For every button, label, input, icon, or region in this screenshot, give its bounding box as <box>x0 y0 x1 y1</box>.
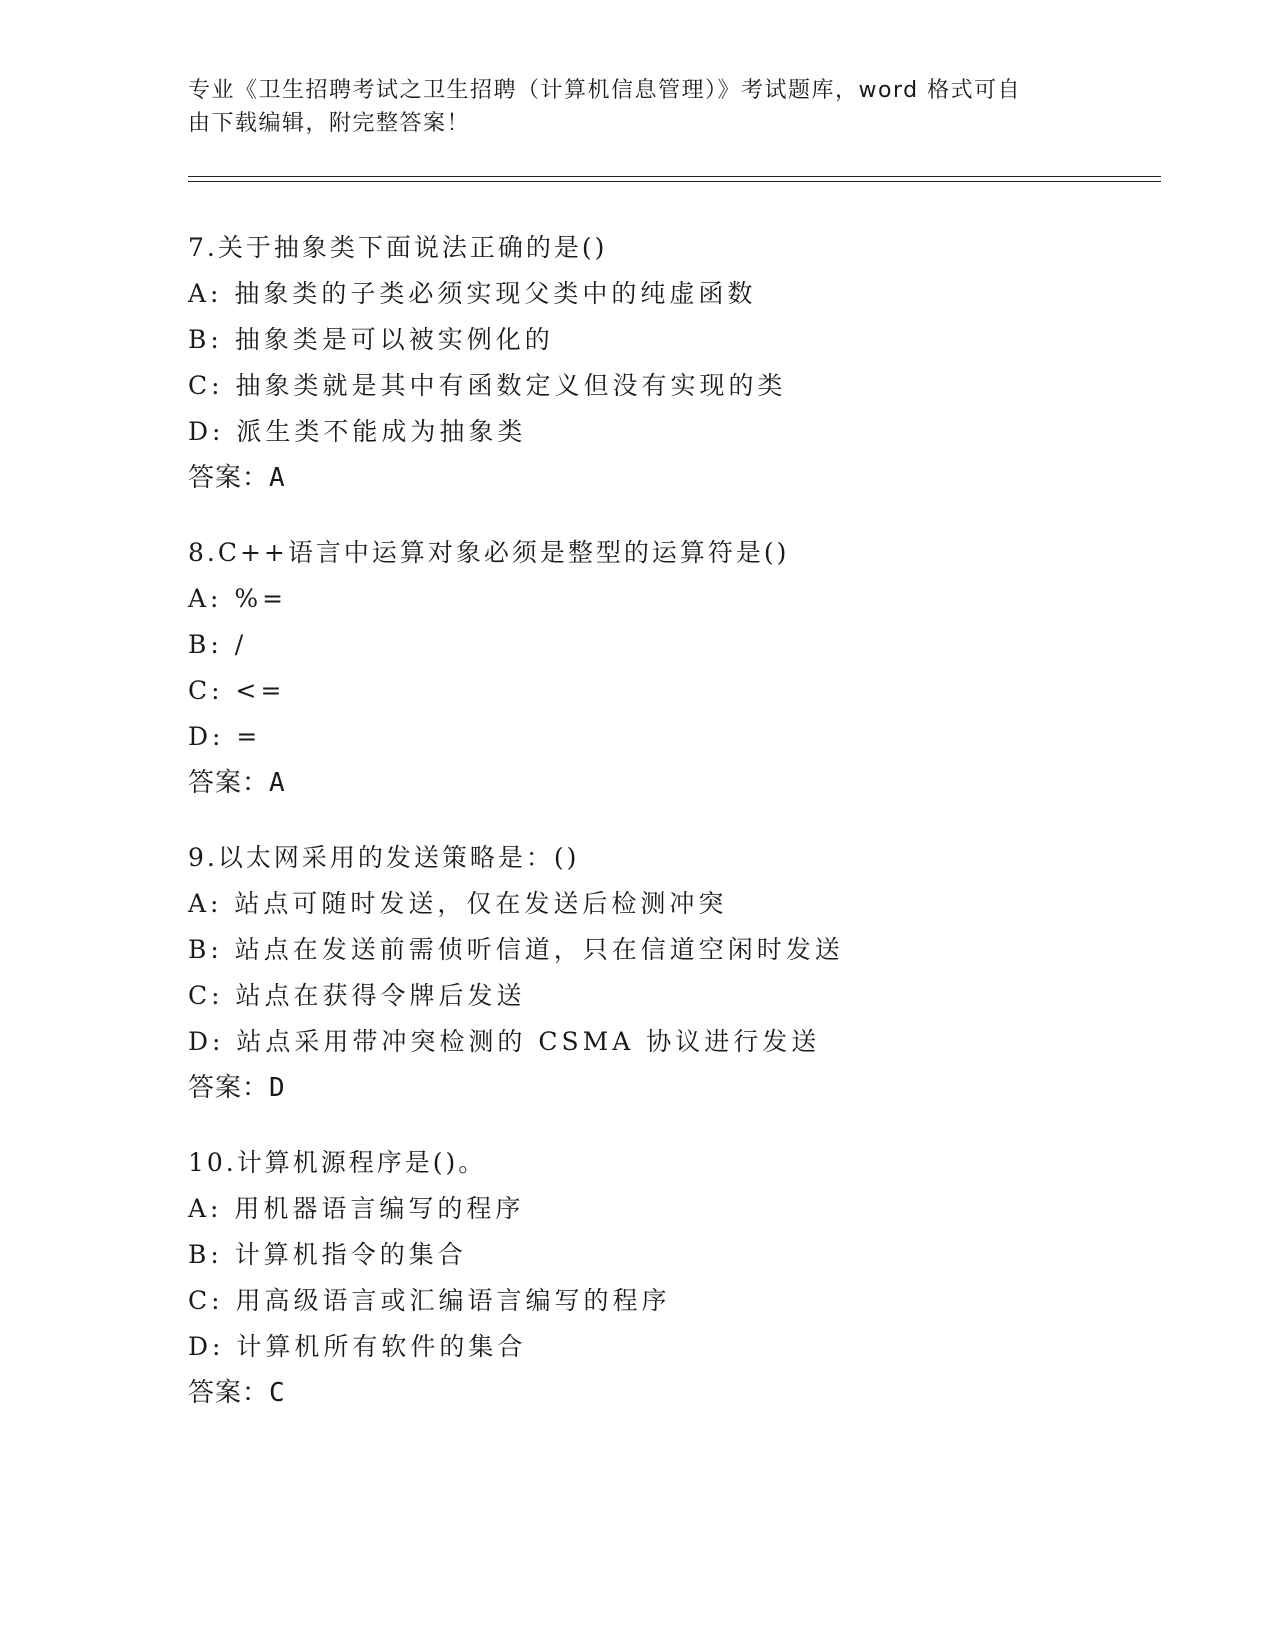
option-d: D: = <box>188 722 262 751</box>
option-c: C: <= <box>188 676 286 705</box>
question-9 <box>188 835 1148 1111</box>
option-b: B: 抽象类是可以被实例化的 <box>188 325 554 354</box>
answer-value: A <box>269 768 285 798</box>
answer-value: D <box>269 1073 285 1103</box>
option-a: A: %= <box>188 584 288 613</box>
answer-line <box>188 455 1148 501</box>
question-stem: 10.计算机源程序是()。 <box>188 1148 487 1177</box>
header-line-2: 由下载编辑，附完整答案！ <box>188 111 471 136</box>
option-b: B: 计算机指令的集合 <box>188 1240 467 1269</box>
header-divider-top <box>188 176 1161 177</box>
option-b: B: 站点在发送前需侦听信道，只在信道空闲时发送 <box>188 935 844 964</box>
option-c: C: 站点在获得令牌后发送 <box>188 981 526 1010</box>
answer-value: C <box>269 1378 285 1408</box>
option-d: D: 站点采用带冲突检测的 CSMA 协议进行发送 <box>188 1027 821 1056</box>
answer-line <box>188 1370 1148 1416</box>
header-divider-bottom <box>188 181 1161 182</box>
option-a: A: 站点可随时发送，仅在发送后检测冲突 <box>188 889 728 918</box>
question-10 <box>188 1140 1148 1416</box>
question-stem: 8.C++语言中运算对象必须是整型的运算符是() <box>188 538 790 567</box>
answer-label: 答案： <box>188 463 270 493</box>
question-stem: 9.以太网采用的发送策略是：() <box>188 843 580 872</box>
answer-line <box>188 760 1148 806</box>
document-header <box>188 74 1088 140</box>
answer-line <box>188 1065 1148 1111</box>
answer-label: 答案： <box>188 768 270 798</box>
header-line-1: 专业《卫生招聘考试之卫生招聘（计算机信息管理）》考试题库，word 格式可自 <box>188 78 1022 103</box>
answer-label: 答案： <box>188 1378 270 1408</box>
option-b: B: / <box>188 630 248 659</box>
option-c: C: 用高级语言或汇编语言编写的程序 <box>188 1286 671 1315</box>
answer-label: 答案： <box>188 1073 270 1103</box>
question-stem: 7.关于抽象类下面说法正确的是() <box>188 233 608 262</box>
question-8 <box>188 530 1148 806</box>
option-a: A: 用机器语言编写的程序 <box>188 1194 525 1223</box>
option-c: C: 抽象类就是其中有函数定义但没有实现的类 <box>188 371 787 400</box>
answer-value: A <box>269 463 285 493</box>
option-d: D: 派生类不能成为抽象类 <box>188 417 527 446</box>
question-7 <box>188 225 1148 501</box>
option-d: D: 计算机所有软件的集合 <box>188 1332 527 1361</box>
option-a: A: 抽象类的子类必须实现父类中的纯虚函数 <box>188 279 757 308</box>
